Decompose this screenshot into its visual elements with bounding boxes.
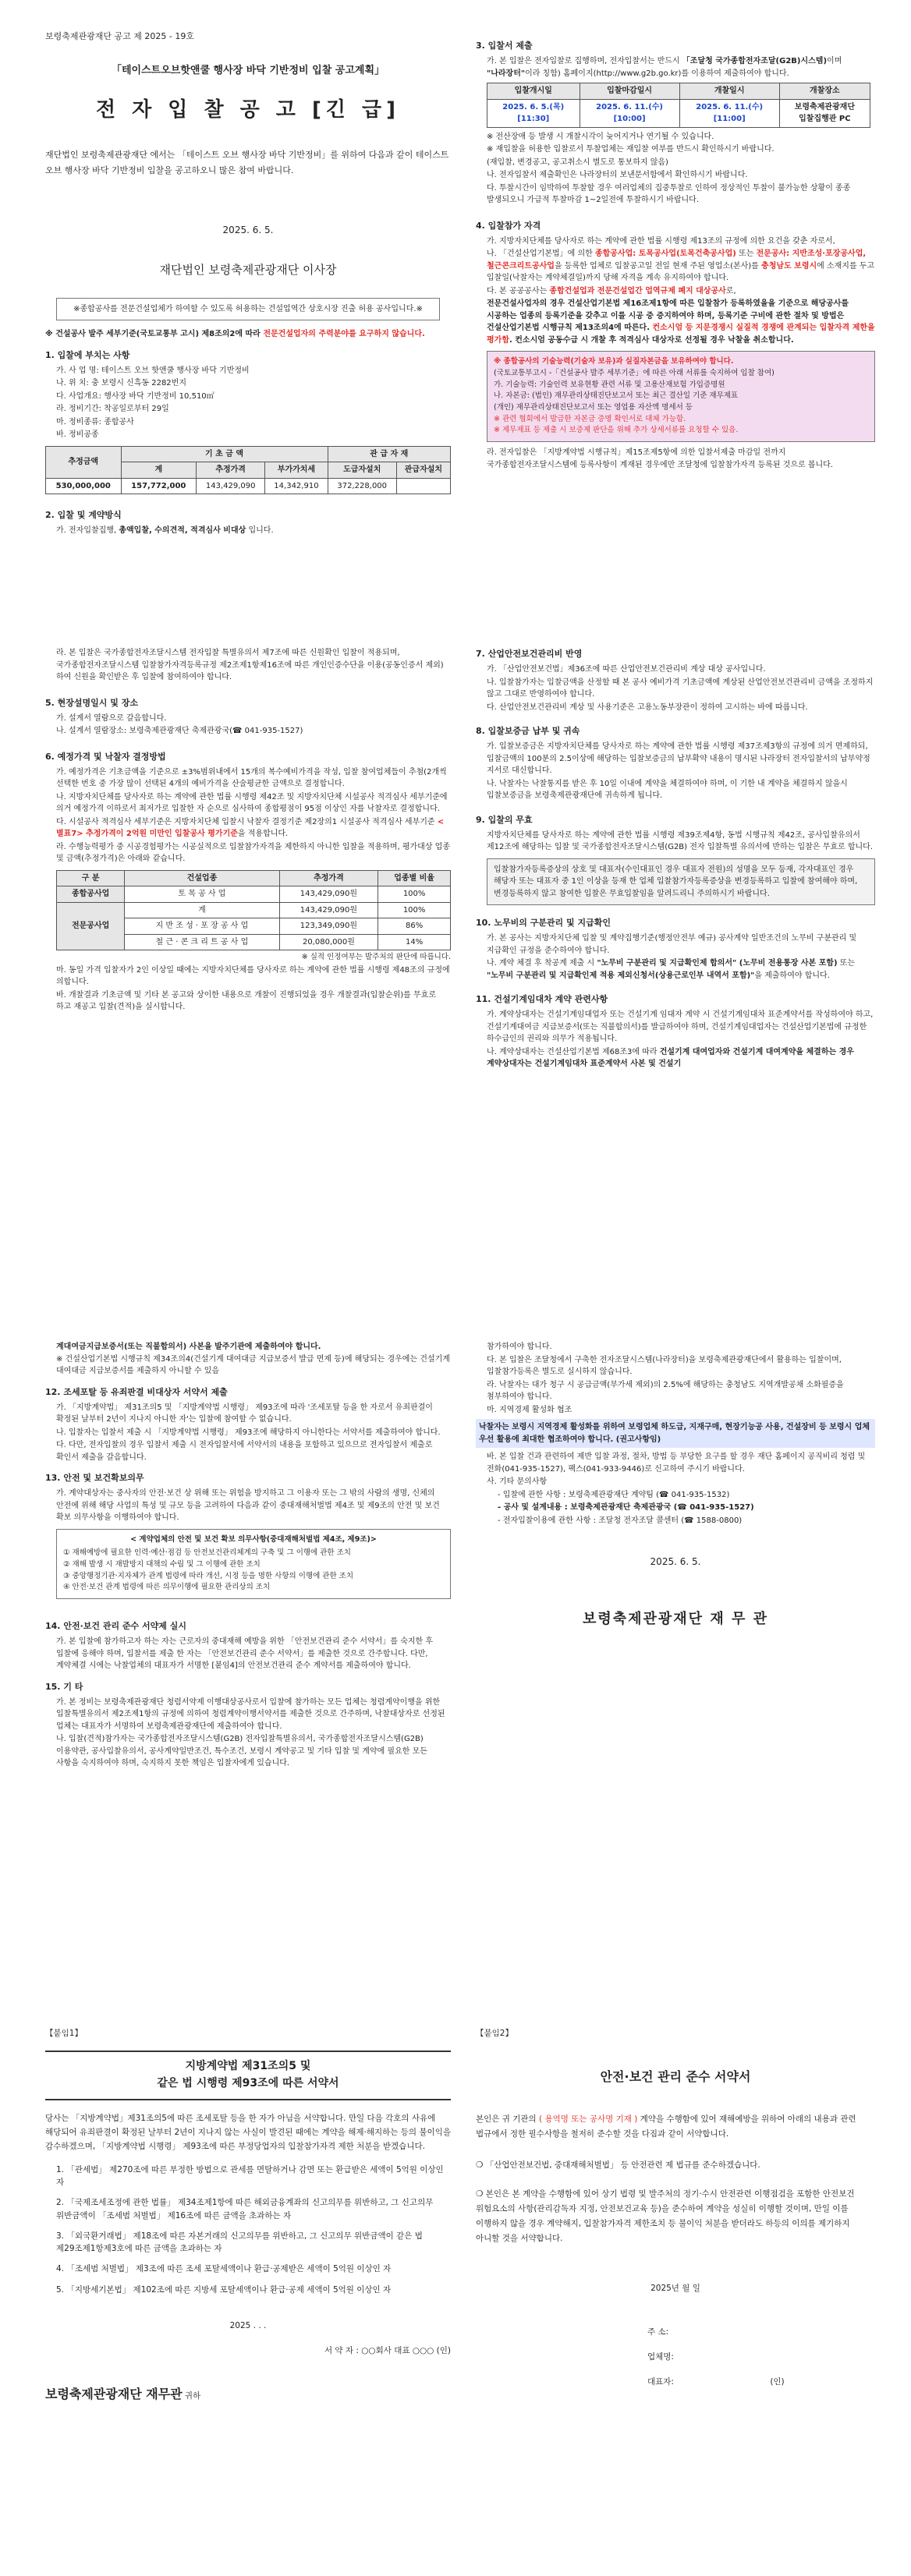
- company-label: 업체명:: [647, 2352, 674, 2362]
- list-item: 마. 동일 가격 입찰자가 2인 이상일 때에는 지방자치단체를 당사자로 하는 계약에 관한 법률 시행령 제48조의 규정에 의합니다.: [56, 965, 450, 987]
- attachment-title: 지방계약법 제31조의5 및: [185, 2060, 311, 2073]
- list-item: ④ 안전·보건 관계 법령에 따른 의무이행에 필요한 관리상의 조치: [63, 1583, 271, 1592]
- section-6-heading: 6. 예정가격 및 낙찰자 결정방법: [45, 751, 166, 762]
- section-5-list: [45, 713, 451, 738]
- section-9-heading: 9. 입찰의 무효: [476, 814, 533, 825]
- contact-item: - 공사 및 설계내용 : 보령축제관광재단 축제관광국 (☎ 041-935-1527): [498, 1503, 754, 1512]
- schedule-table: [487, 83, 870, 128]
- table-header: 기 초 금 액: [121, 446, 328, 462]
- table-header: 업종별 비율: [378, 870, 451, 886]
- table-cell: 토 목 공 사 업: [125, 886, 279, 903]
- page-3: [0, 1325, 911, 2012]
- attachment-title-box: [45, 2051, 451, 2100]
- section-14-heading: 14. 안전·보건 관리 준수 서약제 실시: [45, 1621, 186, 1632]
- list-item: 나. 설계서 열람장소: 보령축제관광재단 축제관광국(☎ 041-935-1527): [56, 727, 303, 736]
- list-item: 가. 사 업 명: 테이스트 오브 핫앤쿨 행사장 바닥 기반정비: [56, 366, 250, 375]
- list-item: 가. 기술능력: 기술인력 보유현황 관련 서류 및 고용산재보험 가입증명원: [494, 380, 725, 389]
- table-cell: 157,772,000: [121, 478, 197, 494]
- section-11-heading: 11. 건설기계임대차 계약 관련사항: [476, 994, 608, 1005]
- budget-table: [45, 446, 451, 495]
- section-12-heading: 12. 조세포탈 등 유죄판결 비대상자 서약서 제출: [45, 1386, 228, 1397]
- attachment-tag: 【붙임2】: [476, 2029, 513, 2038]
- pledge-intro: 당사는 「지방계약법」제31조의5에 따른 조세포탈 등을 한 자가 아님을 서약합니다. 만일 다음 각호의 사유에 해당되어 유죄판결이 확정된 날부터 2년이 지나지 않는 사실이 발견된 때에는 계약을 해제·해지하는 등의 불이익을 감수하겠으며, 「지방계약법 시행령」 제93조에 따른 부정당업자의 입찰참가자격 제한 처분을 받겠습니다.: [45, 2113, 451, 2152]
- list-item: 가. 입찰보증금은 지방자치단체를 당사자로 하는 계약에 관한 법률 시행령 제37조제3항의 규정에 의거 면제하되, 입찰금액의 100분의 2.5이상에 해당하는 입찰보증금의 납부확약 내용이 명시된 나라장터 전자입찰서의 납부약정 지서로 대신합니다.: [487, 742, 870, 776]
- contact-item: - 전자입찰이용에 관한 사항 : 조달청 전자조달 콜센터 (☎ 1588-0800): [498, 1516, 743, 1525]
- section-3-body: 가. 본 입찰은 전자입찰로 집행하며, 전자입찰서는 반드시 「조달청 국가종합전자조달(G2B)시스템)이며 "나라장터"이라 칭함) 홈페이지(http://www.g2b.go.kr)를 이용하여 제출하여야 합니다.: [487, 57, 842, 78]
- page-1: [0, 0, 911, 639]
- capital-requirement-box: [487, 351, 875, 442]
- list-item: 가. 본 공사는 지방자치단체 입찰 및 계약집행기준(행정안전부 예규) 공사계약 일반조건의 노무비 구분관리 및 지급확인 규정을 준수하여야 합니다.: [487, 934, 857, 955]
- list-item: ※ 관련 협회에서 발급한 자본금 증명 확인서로 대체 가능함.: [494, 414, 686, 423]
- table-header: 입찰마감일시: [580, 83, 679, 100]
- list-item: 바. 정비공종: [56, 430, 99, 440]
- table-header: 추정금액: [46, 446, 122, 478]
- list-item: 다. 투찰시간이 임박하여 투찰할 경우 여러업체의 집중투찰로 인하여 정상적인 투찰이 불가능한 상황이 종종 발생되오니 가급적 투찰마감 1~2일전에 투찰하시기 바랍니다.: [487, 183, 851, 205]
- invalid-bid-box: 입찰참가자등록증상의 상호 및 대표자(수인대표인 경우 대표자 전원)의 성명을 모두 등재, 각자대표인 경우 해당자 또는 대표자 중 1인 이상을 등재 한 업체 입찰참가자등록증상을 변경등록하고 입찰에 참여해야 하며, 변경등록하지 않고 참여한 입찰은 무효입찰임을 알려드리니 주의하시기 바랍니다.: [487, 858, 875, 906]
- table-header: 관 급 자 재: [328, 446, 450, 462]
- list-item: 라. 수행능력평가 중 시공경험평가는 시공실적으로 입찰참가자격을 제한하지 아니한 입찰을 적용하며, 평가대상 업종 및 금액(추정가격)은 아래와 같습니다.: [56, 842, 451, 864]
- list-item: 바. 본 입찰 건과 관련하여 제반 입찰 과정, 절차, 방법 등 부당한 요구를 할 경우 재단 홈페이지 공직비리 청렴 및 전화(041-935-1527), 팩스(041-933-9446)로 신고하여 주시기 바랍니다.: [487, 1453, 866, 1474]
- section-5-heading: 5. 현장설명일시 및 장소: [45, 697, 138, 708]
- section-7-list: [476, 663, 875, 713]
- list-item: 2. 「국제조세조정에 관한 법률」 제34조제1항에 따른 해외금융계좌의 신고의무를 위반하고, 그 신고의무 위반금액이 「조세범 처벌법」 제16조에 따른 금액을 초과하는 자: [56, 2198, 434, 2220]
- list-item: (재입찰, 변경공고, 공고취소시 별도로 통보하지 않음): [487, 157, 668, 167]
- attachment-1: [45, 2027, 451, 2557]
- experience-table: [56, 870, 451, 951]
- representative-row: [647, 2376, 875, 2388]
- list-item: 나. 입찰자는 입찰서 제출 시 「지방계약법 시행령」 제93조에 해당하지 아니한다는 서약서를 제출하여야 합니다.: [56, 1428, 441, 1437]
- pledge-recipient: 보령축제관광재단 재무관 귀하: [45, 2387, 201, 2402]
- list-item: ※ 제무제표 등 제출 시 보증제 판단을 위해 추가 상세서류를 요청할 수 있음.: [494, 426, 739, 435]
- table-cell: [396, 478, 450, 494]
- page-title: 전 자 입 찰 공 고 [긴 급]: [95, 98, 401, 122]
- table-header: 부가가치세: [265, 462, 328, 479]
- list-item: 나. 자본금: (법인) 재무관리상태진단보고서 또는 최근 결산일 기준 재무제표: [494, 391, 739, 401]
- list-item: 나. 지방자치단체를 당사자로 하는 계약에 관한 법률 시행령 제42조 및 지방자치단체 시설공사 적격심사 세부기준에 의거 예정가격 이하로서 최저가로 입찰한 자 순으로 심사하여 종합평점이 95점 이상인 자를 낙찰자로 결정합니다.: [56, 792, 448, 814]
- section-7-heading: 7. 산업안전보건관리비 반영: [476, 649, 583, 659]
- attachment-2: [476, 2027, 875, 2557]
- table-row: [57, 902, 451, 918]
- list-item: ① 재해예방에 필요한 인력·예산·점검 등 안전보건관리체계의 구축 및 그 이행에 관한 조치: [63, 1548, 351, 1558]
- list-item: ③ 중앙행정기관·지자체가 관계 법령에 따라 개선, 시정 등을 명한 사항의 이행에 관한 조치: [63, 1571, 353, 1580]
- table-cell: 372,228,000: [328, 478, 396, 494]
- list-item: ② 재해 발생 시 재발방지 대책의 수립 및 그 이행에 관한 조치: [63, 1560, 261, 1569]
- safety-pledge-date: 2025년 월 일: [650, 2283, 700, 2293]
- section-11-body: [476, 1009, 875, 1070]
- list-item: 다. 본 공공공사는 종합건설업과 전문건설업간 업역규제 폐지 대상공사로,: [487, 286, 736, 295]
- table-row: [57, 886, 451, 903]
- table-header: 추정가격: [279, 870, 378, 886]
- list-item: 마. 지역경제 활성화 협조: [487, 1405, 572, 1414]
- section-2-heading: 2. 입찰 및 계약방식: [45, 510, 122, 521]
- section-10-heading: 10. 노무비의 구분관리 및 지급확인: [476, 918, 611, 929]
- page3-left-column: [45, 1341, 451, 1771]
- page1-right-column: [476, 39, 875, 471]
- section-14-body: 가. 본 입찰에 참가하고자 하는 자는 근로자의 중대재해 예방을 위한 「안전보건관리 준수 서약서」를 숙지한 후 입찰에 응해야 하며, 입찰서를 제출 한 자는 「안전보건관리 준수 서약서」를 제출한 것으로 간주합니다. 다만, 계약체결 시에는 낙찰업체의 대표자가 서명한 [붙임4]의 안전보건관리 준수 계약서를 제출하여야 합니다.: [56, 1637, 434, 1671]
- list-item: 가. 예정가격은 기초금액을 기준으로 ±3%범위내에서 15개의 복수예비가격을 작성, 입찰 참여업체들이 추첨(2개씩 선택한 번호 중 가장 많이 선택된 4개의 예비가격을 산술평균한 금액으로 결정합니다.: [56, 767, 447, 789]
- safety-pledge-intro: 본인은 귀 기관의 ( 용역명 또는 공사명 기재 ) 계약을 수행함에 있어 재해예방을 위하여 아래의 내용과 관련 법규에서 정한 필수사항을 철저히 준수할 것을 다짐과 같이 서약합니다.: [476, 2114, 856, 2139]
- table-cell: 100%: [378, 902, 451, 918]
- list-item: 나. 계약상대자는 건설산업기본법 제68조3에 따라 건설기계 대여업자와 건설기계 대여계약을 체결하는 경우 계약상대자는 건설기계임대차 표준계약서 사본 및 건설기: [487, 1047, 854, 1069]
- list-item: 나. 계약 체결 후 착공계 제출 시 "노무비 구분관리 및 지급확인제 합의서" (노무비 전용통장 사본 포함) 또는 "노무비 구분관리 및 지급확인제 적용 제외신청서(상용근로인부 내역서 포함)"을 제출하여야 합니다.: [487, 959, 856, 980]
- local-economy-highlight: 낙찰자는 보령시 지역경제 활성화를 위하여 보령업체 하도급, 지재구매, 현장기능공 사용, 건설장비 등 보령시 업체 우선 활용에 최대한 협조하여야 합니다. (권고사항임): [476, 1419, 875, 1448]
- attachment-title: 같은 법 시행령 제93조에 따른 서약서: [157, 2076, 339, 2089]
- section-4-heading: 4. 입찰참가 자격: [476, 220, 541, 231]
- page1-left-column: [45, 30, 451, 537]
- page3-right-column: [476, 1341, 875, 1629]
- table-cell: 143,429,090: [197, 478, 265, 494]
- section-9-body: 지방자치단체를 당사자로 하는 계약에 관한 법률 시행령 제39조제4항, 동법 시행규칙 제42조, 공사입찰유의서 제12조에 해당하는 입찰 및 국가종합전자조달시스템(G2B) 전자 입찰특별 유의서에 반하는 입찰은 무효로 합니다.: [487, 830, 874, 852]
- box-title: < 계약업체의 안전 및 보건 확보 의무사항(중대재해처벌법 제4조, 제9조)>: [130, 1534, 377, 1544]
- table-cell: 143,429,090원: [279, 886, 378, 903]
- lease-continuation: 계대여금지급보증서(또는 직불합의서) 사본을 발주기관에 제출하여야 합니다.: [56, 1343, 321, 1351]
- table-header: 구 분: [57, 870, 125, 886]
- table-cell: 종합공사업: [57, 886, 125, 903]
- list-item: 나. 낙찰자는 낙찰통지를 받은 후 10일 이내에 계약을 체결하여야 하며, 이 기한 내 계약을 체결하지 않을시 입찰보증금을 보령축제관광재단에 귀속하게 됩니다.: [487, 779, 848, 801]
- table-cell: 530,000,000: [46, 478, 122, 494]
- table-row: [46, 478, 451, 494]
- page-2: [0, 639, 911, 1325]
- notice-number: 보령축제관광재단 공고 제 2025 - 19호: [45, 31, 194, 41]
- attachment-title: 안전·보건 관리 준수 서약서: [600, 2069, 751, 2085]
- section-6-tail: [45, 964, 451, 1014]
- list-item: 5. 「지방세기본법」 제102조에 따른 지방세 포탈세액이나 환급·공제 세액이 5억원 이상인 자: [56, 2284, 392, 2295]
- list-item: 나. 입찰(견적)참가자는 국가종합전자조달시스템(G2B) 전자입찰특별유의서, 국가종합전자조달시스템(G2B) 이용약관, 공사입찰유의서, 공사계약일반조건, 특수조건, 보령시 계약공고 및 기타 입찰 및 계약에 필요한 모든 사항을 숙지하여야 하며, 숙지하지 못한 책임은 입찰자에게 있습니다.: [56, 1735, 427, 1768]
- list-item: 라. 낙찰자는 대가 청구 시 공급금액(부가세 제외)의 2.5%에 해당하는 충청남도 지역개발공채 소화필증을 첨부하여야 합니다.: [487, 1380, 844, 1401]
- project-heading: 「테이스트오브핫앤쿨 행사장 바닥 기반정비 입찰 공고계획」: [111, 65, 385, 77]
- table-header: 추정가격: [197, 462, 265, 479]
- section-10-body: [476, 932, 875, 982]
- attachment-tag: 【붙임1】: [45, 2029, 83, 2038]
- table-cell: 2025. 6. 11.(수) [10:00]: [580, 99, 679, 127]
- list-item: ❍ 본인은 본 계약을 수행함에 있어 상기 법령 및 발주처의 정기·수시 안전관련 이행점검을 포함한 안전보건 위험요소의 사항(관리감독자 지정, 안전보건교육 등)을 준수하여 계약을 성실히 이행할 것이며, 만일 이를 이행하지 않을 경우 계약해지, 입찰참가자격 제한조치 등 불이익 처분을 받더라도 하등의 이의를 제기하지 아니할 것을 서약합니다.: [476, 2189, 855, 2243]
- section-8-heading: 8. 입찰보증금 납부 및 귀속: [476, 726, 580, 737]
- list-item: 1. 「관세법」 제270조에 따른 부정한 방법으로 관세를 면탈하거나 감면 또는 환급받은 세액이 5억원 이상인 자: [56, 2164, 444, 2188]
- list-item: 다. 시설공사 적격심사 세부기준은 지방자치단체 입찰시 낙찰자 결정기준 제2장의1 시설공사 적격심사 세부기준 <별표7> 추정가격이 2억원 미만인 입찰공사 평가기준을 적용합니다.: [56, 817, 445, 839]
- table-header: 관급자설치: [396, 462, 450, 479]
- section-1-list: [45, 365, 451, 441]
- section-4-registration: 라. 전자입찰은 「지방계약법 시행규칙」제15조제5항에 의한 입찰서제출 마감일 전까지 국가종합전자조달시스템에 등록사항이 계재된 경우에만 조달청에 입찰참가자격 등록된 것으로 봅니다.: [487, 448, 833, 469]
- seal-mark: (인): [770, 2377, 785, 2387]
- table-header: 건설업종: [125, 870, 279, 886]
- table-cell: 86%: [378, 918, 451, 935]
- market-entry-box: ※종합공사를 전문건설업체가 하여할 수 있도록 허용하는 건설업역간 상호시장 진출 허용 공사입니다.※: [56, 298, 440, 321]
- list-item: 가. 「지방계약법」 제31조의5 및 「지방계약법 시행령」 제93조에 따라 '조세포탈 등을 한 자로서 유죄판결이 확정된 날부터 2년이 지나지 아니한 자'는 입찰에 참여할 수 없습니다.: [56, 1403, 433, 1424]
- table-cell: 14,342,910: [265, 478, 328, 494]
- issuer-name: 재단법인 보령축제관광재단 이사장: [159, 262, 337, 277]
- list-item: ※ 전산장애 등 발생 시 개찰시각이 늦어지거나 연기될 수 있습니다.: [487, 132, 714, 141]
- section-3-heading: 3. 입찰서 제출: [476, 41, 533, 51]
- list-item: 3. 「외국환거래법」 제18조에 따른 자본거래의 신고의무를 위반하고, 그 신고의무 위반금액이 같은 법 제29조제1항제3호에 따른 금액을 초과하는 자: [56, 2231, 423, 2254]
- table-header: 입찰개시일: [487, 83, 580, 100]
- table-cell: 2025. 6. 5.(목) [11:30]: [487, 99, 580, 127]
- list-item: 가. 지방자치단체를 당사자로 하는 계약에 관한 법률 시행령 제13조의 규정에 의한 요건을 갖춘 자로서,: [487, 236, 835, 246]
- section-12-list: [45, 1402, 451, 1464]
- list-item: 4. 「조세범 처벌법」 제3조에 따른 조세 포탈세액이나 환급·공제받은 세액이 5억원 이상인 자: [56, 2264, 392, 2274]
- list-item: 라. 정비기간: 착공일로부터 29일: [56, 405, 169, 414]
- table-header: 개찰장소: [779, 83, 870, 100]
- notice-date: 2025. 6. 5.: [222, 224, 274, 235]
- lease-note: ※ 건설산업기본법 시행규칙 제34조의4(건설기계 대여대금 지급보증서 발급 면제 등)에 해당되는 경우에는 건설기계 대여대금 지급보증서를 제출하지 아니할 수 있음: [56, 1354, 450, 1375]
- safety-obligation-box: [56, 1529, 451, 1600]
- continuation-line: 참가하여야 합니다.: [487, 1343, 552, 1351]
- section-1-heading: 1. 입찰에 부치는 사항: [45, 349, 130, 360]
- table-cell: 14%: [378, 934, 451, 950]
- list-item: (개인) 재무관리상태진단보고서 또는 영업용 자산액 명세서 등: [494, 402, 693, 412]
- table-header: 계: [121, 462, 197, 479]
- list-item: 나. 위 치: 충 보령시 신흑동 2282번지: [56, 379, 186, 388]
- list-item: 나. 입찰참가자는 입찰금액을 산정할 때 본 공사 예비가격 기초금액에 계상된 산업안전보건관리비 금액을 조정하지 않고 그대로 반영하여야 합니다.: [487, 678, 874, 699]
- table-cell: 철 근 · 콘 크 리 트 공 사 업: [125, 934, 279, 950]
- list-item: 다. 다만, 전자입찰의 경우 입찰서 제출 시 전자입찰서에 서약서의 내용을 포함하고 있으므로 전자입찰서 제출로 확인서 제출을 갈음합니다.: [56, 1441, 433, 1462]
- section-15-heading: 15. 기 타: [45, 1681, 83, 1692]
- table-cell: 20,080,000원: [279, 934, 378, 950]
- list-item: (국토교통부고시 -「건설공사 발주 세부기준」에 따른 아래 서류를 숙지하여 입찰 참여): [494, 368, 775, 377]
- list-item: 가. 본 정비는 보령축제관광재단 청렴서약제 이행대상공사로서 입찰에 참가하는 모든 업체는 청렴계약이행을 위한 입찰특별유의서 제2조제1항의 규정에 의하여 청렴계약이행서약서를 제출한 것으로 간주하며, 낙찰대상자로 선정된 업체는 대표자가 서명하여 보령축제관광재단에 제출하여야 합니다.: [56, 1697, 445, 1731]
- section-15-list: [45, 1697, 451, 1770]
- contact-item: - 입찰에 관한 사항 : 보령축제관광재단 계약팀 (☎ 041-935-1532): [498, 1490, 730, 1499]
- section-13-heading: 13. 안전 및 보건확보의무: [45, 1473, 144, 1484]
- closing-date: 2025. 6. 5.: [650, 1556, 701, 1567]
- section-13-body: 가. 계약대상자는 중사자의 안전·보건 상 위해 또는 위험을 방지하고 그 이용자 또는 그 밖의 사람의 생명, 신체의 안전에 위해 해당 사업의 특성 및 규모 등을 고려하여 다음과 같이 중대재해처벌법 제4조 및 제9조의 안전 및 보건 확보 의무사항을 이행하여야 합니다.: [56, 1489, 440, 1523]
- list-item: 바. 개찰결과 기초금액 및 기타 본 공고와 상이한 내용으로 개찰이 진행되었을 경우 개찰결과(입찰순위)를 무효로 하고 재공고 입찰(견적)을 실시합니다.: [56, 990, 437, 1012]
- pledge-date: 2025 . . .: [229, 2320, 267, 2330]
- section-8-list: [476, 741, 875, 802]
- table-row: [487, 99, 870, 127]
- table-header: 도급자설치: [328, 462, 396, 479]
- section-2-body: 가. 전자입찰집행, 총액입찰, 수의견적, 적격심사 비대상 입니다.: [56, 526, 274, 536]
- pledge-signer: 서 약 자 : ○○회사 대표 ○○○ (인): [324, 2346, 451, 2356]
- table-cell: 2025. 6. 11.(수) [11:00]: [679, 99, 779, 127]
- list-item: ※ 종합공사의 기술능력(기술자 보유)과 실질자본금을 보유하여야 합니다.: [494, 357, 734, 366]
- table-cell: 143,429,090원: [279, 902, 378, 918]
- section-6-body: [45, 766, 451, 865]
- address-label: 주 소:: [647, 2327, 669, 2337]
- section-3-notes: [476, 131, 875, 207]
- list-item: 전문건설사업자의 경우 건설산업기본법 제16조제1항에 따른 입찰참가 등록하였을을 기준으로 해당공사를 시공하는 업종의 등록기준을 갖추고 이를 시공 중 증지하여야 하며, 등록기준 구비에 관한 절차 및 방법은 건설산업기본법 시행규칙 제13조의4에 따른다. 컨소시엄 등 지문경쟁시 실질적 경쟁에 관계되는 입찰자격 제한을 평가함. 컨소시엄 공동수급 시 개찰 후 적격심사 대상자로 선정될 경우 낙찰을 취소합니다.: [487, 299, 875, 345]
- table-cell: 계: [125, 902, 279, 918]
- table-cell: 보령축제관광재단 입찰집행관 PC: [779, 99, 870, 127]
- identity-check-text: 라. 본 입찰은 국가종합전자조달시스템 전자입찰 특별유의서 제7조에 따른 신원확인 입찰이 적용되며, 국가종합전자조달시스템 입찰참가자격등록규정 제2조제1항제16조에 따른 개인인증수단을 이용(공동인증서 제외)하여 신원을 확인받은 후 입찰에 참여하여야 합니다.: [56, 649, 444, 681]
- list-item: ※ 재입찰을 허용한 입찰로서 투찰업체는 재입찰 여부를 반드시 확인하시기 바랍니다.: [487, 145, 775, 154]
- list-item: 마. 정비종류: 종합공사: [56, 417, 134, 426]
- table-cell: 123,349,090원: [279, 918, 378, 935]
- list-item: 다. 본 입찰은 조달청에서 구축한 전자조달시스템(나라장터)을 보령축제관광재단에서 활용하는 입찰이며, 입찰참가등록은 별도로 실시하지 않습니다.: [487, 1355, 842, 1376]
- list-item: 나. 「건설산업기본법」에 의한 종합공사업: 토목공사업(토목건축공사업) 또는 전문공사: 지반조성·포장공사업, 철근콘크리트공사업을 등록한 업체로 입찰공고일 전일 현재 주된 영업소(본사)를 충청남도 보령시에 소재지를 두고 입찰일(낙찰자는 계약체결일)까지 당해 자격을 계속 유지하여야 합니다.: [487, 249, 875, 283]
- page2-left-column: [45, 647, 451, 1014]
- table-note: ※ 실적 인정여부는 발주처의 판단에 따릅니다.: [301, 953, 451, 962]
- list-item: 사. 기타 문의사항: [487, 1477, 548, 1486]
- signer-fields: [647, 2326, 875, 2389]
- closing-signature: 보령축제관광재단 재 무 관: [582, 1610, 769, 1627]
- list-item: 가. 「산업안전보건법」제36조에 따른 산업안전보건관리비 계상 대상 공사입니다.: [487, 665, 766, 674]
- list-item: 가. 계약상대자는 건설기계임대업자 또는 건설기계 임대자 계약 시 건설기계임대차 표준계약서를 작성하여야 하고, 건설기계대여금 지급보증서(또는 직불합의서)를 발급하여야 하며, 건설기계임대업자는 건설산업기본법에 규정한 하수급인의 권리와 의무가 적용됩니다.: [487, 1010, 874, 1044]
- table-header: 개찰일시: [679, 83, 779, 100]
- contact-list: [476, 1489, 875, 1527]
- list-item: 나. 전자입찰서 제출확인은 나라장터의 보낸문서함에서 확인하시기 바랍니다.: [487, 171, 748, 180]
- representative-label: 대표자:: [647, 2377, 674, 2387]
- list-item: 다. 산업안전보건관리비 계상 및 사용기준은 고용노동부장관이 정하여 고시하는 바에 따릅니다.: [487, 702, 808, 712]
- table-cell: 100%: [378, 886, 451, 903]
- section-4-body: [476, 235, 875, 347]
- intro-text: 재단법인 보령축제관광재단 에서는 「테이스트 오브 행사장 바닥 기반정비」를 위하여 다음과 같이 테이스트 오브 행사장 바닥 기반정비 입찰을 공고하오니 많은 참여 바랍니다.: [45, 150, 449, 175]
- table-cell: 지 반 조 성 · 포 장 공 사 업: [125, 918, 279, 935]
- table-cell: 전문공사업: [57, 902, 125, 950]
- list-item: ❍ 「산업안전보건법, 중대재해처벌법」 등 안전관련 제 법규를 준수하겠습니다.: [476, 2160, 760, 2170]
- page2-right-column: [476, 647, 875, 1071]
- spec-notice: ※ 건설공사 발주 세부기준(국토교통부 고시) 제8조의2에 따라 전문건설업자의 주력분야를 요구하지 않습니다.: [45, 330, 425, 339]
- list-item: 가. 설계서 열람으로 갈음합니다.: [56, 713, 167, 723]
- pledge-list: [45, 2164, 451, 2296]
- list-item: 다. 사업개요: 행사장 바닥 기반정비 10,510㎡: [56, 391, 214, 401]
